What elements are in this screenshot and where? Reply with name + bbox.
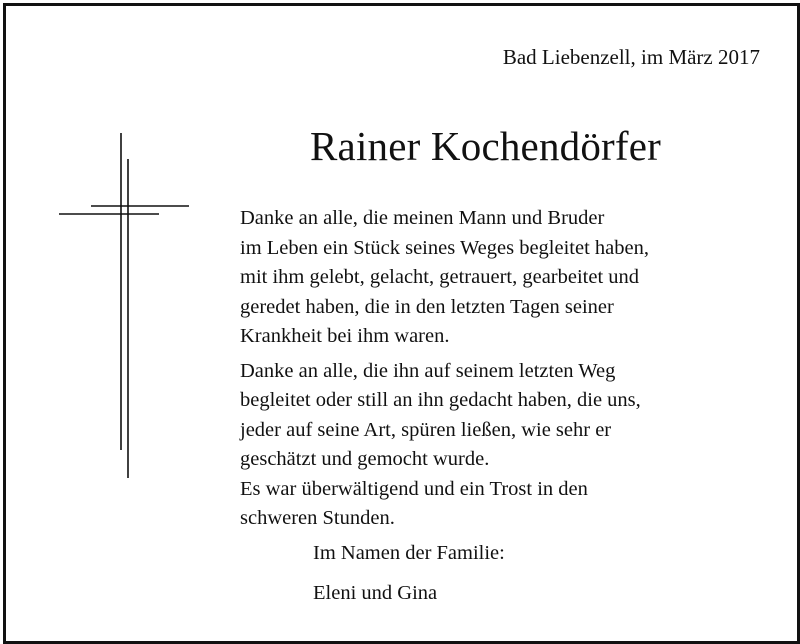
text-line: im Leben ein Stück seines Weges begleitet haben, bbox=[240, 236, 649, 259]
place-date: Bad Liebenzell, im März 2017 bbox=[502, 45, 760, 69]
deceased-name: Rainer Kochendörfer bbox=[310, 123, 661, 169]
text-line: Danke an alle, die meinen Mann und Bruder bbox=[240, 207, 605, 229]
text-line: jeder auf seine Art, spüren ließen, wie sehr er bbox=[240, 418, 612, 441]
signature-names: Eleni und Gina bbox=[313, 582, 438, 604]
signature-intro: Im Namen der Familie: bbox=[313, 542, 505, 564]
text-line: Es war überwältigend und ein Trost in den bbox=[240, 477, 588, 500]
text-line: begleitet oder still an ihn gedacht haben, die uns, bbox=[240, 389, 641, 411]
thanks-text bbox=[240, 204, 760, 534]
cross-icon bbox=[58, 133, 190, 478]
text-line: geredet haben, die in den letzten Tagen seiner bbox=[240, 295, 614, 318]
text-line: Krankheit bei ihm waren. bbox=[240, 325, 450, 347]
text-line: geschätzt und gemocht wurde. bbox=[240, 448, 490, 470]
text-line: schweren Stunden. bbox=[240, 507, 395, 529]
text-line: Danke an alle, die ihn auf seinem letzten Weg bbox=[240, 359, 616, 382]
paragraph-2 bbox=[240, 357, 760, 534]
signature-block bbox=[313, 540, 505, 606]
text-line: mit ihm gelebt, gelacht, getrauert, gearbeitet und bbox=[240, 266, 640, 288]
paragraph-1 bbox=[240, 204, 760, 352]
